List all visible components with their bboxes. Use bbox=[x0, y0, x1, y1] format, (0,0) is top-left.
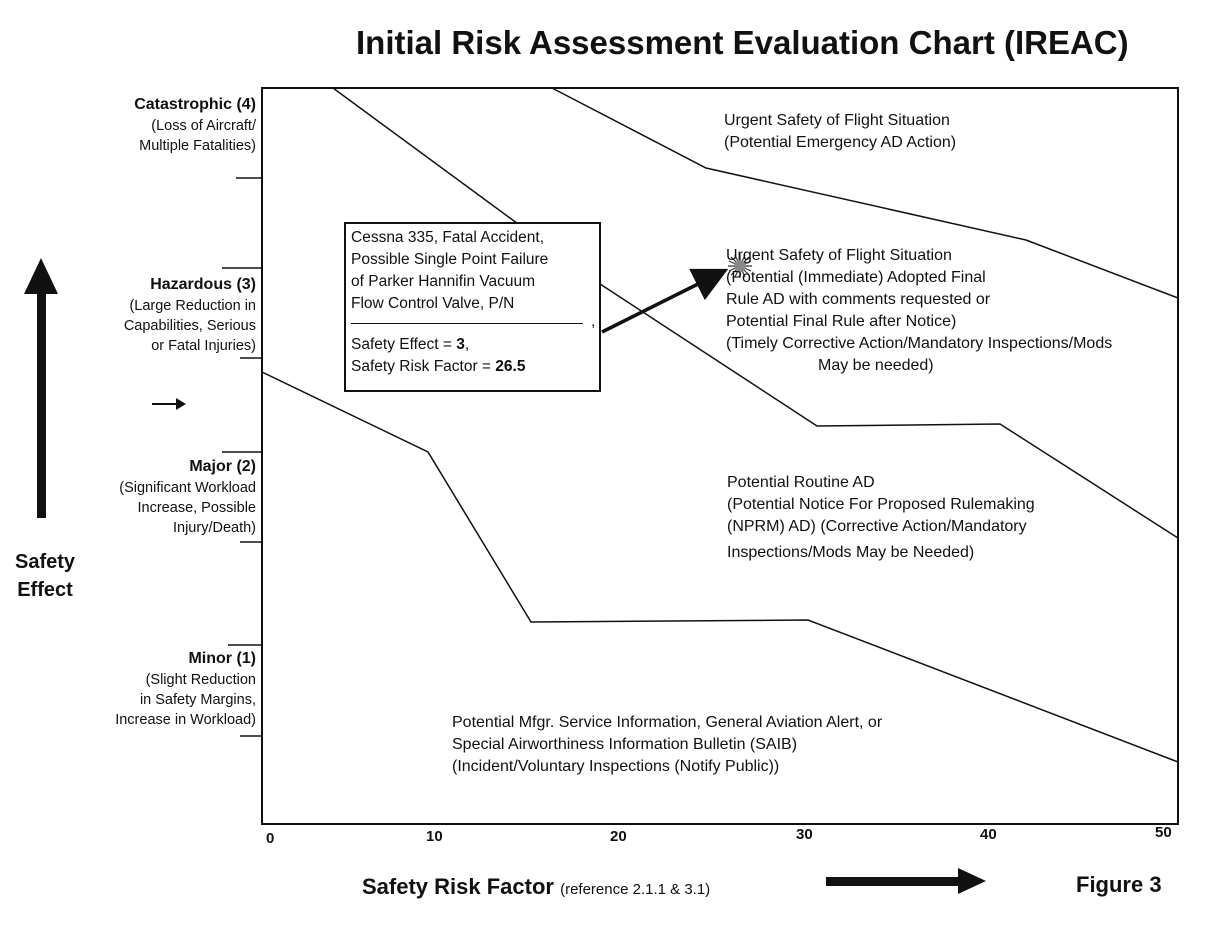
x-tick-0: 0 bbox=[266, 830, 275, 847]
chart-title: Initial Risk Assessment Evaluation Chart (IREAC) bbox=[356, 24, 1129, 61]
zone-routine-text: Potential Routine AD (Potential Notice For Proposed Rulemaking (NPRM) AD) (Corrective Action/Mandatory Inspections/Mods May be Needed) bbox=[727, 474, 1035, 561]
zone-immediate-text: Urgent Safety of Flight Situation (Potential (Immediate) Adopted Final Rule AD with comments requested or Potential Final Rule after Notice) (Timely Corrective Action/Mandatory Inspections/Mods May be needed) bbox=[726, 247, 1113, 374]
boundary-routine bbox=[262, 372, 1178, 762]
severity-major: Major (2) (Significant Workload Increase, Possible Injury/Death) bbox=[119, 458, 256, 536]
y-axis-up-arrow bbox=[24, 258, 58, 518]
x-tick-20: 20 bbox=[610, 828, 627, 845]
y-axis-title: Safety Effect bbox=[14, 551, 76, 601]
part-number-blank bbox=[351, 315, 583, 324]
x-tick-30: 30 bbox=[796, 826, 813, 843]
cessna-callout-box: Cessna 335, Fatal Accident, Possible Single Point Failure of Parker Hannifin Vacuum Flow Control Valve, P/N , Safety Effect = 3, Safety Risk Factor = 26.5 bbox=[344, 222, 601, 392]
x-axis-title: Safety Risk Factor (reference 2.1.1 & 3.1) bbox=[362, 874, 711, 899]
severity-minor: Minor (1) (Slight Reduction in Safety Margins, Increase in Workload) bbox=[115, 650, 256, 728]
zone-service-info-text: Potential Mfgr. Service Information, General Aviation Alert, or Special Airworthiness Information Bulletin (SAIB) (Incident/Voluntary Inspections (Notify Public)) bbox=[452, 714, 883, 775]
x-tick-50: 50 bbox=[1155, 824, 1172, 841]
figure-label: Figure 3 bbox=[1076, 872, 1162, 897]
x-axis-right-arrow bbox=[826, 868, 986, 894]
x-tick-10: 10 bbox=[426, 828, 443, 845]
x-tick-40: 40 bbox=[980, 826, 997, 843]
risk-factor-line: Safety Risk Factor = 26.5 bbox=[351, 358, 526, 375]
safety-effect-line: Safety Effect = 3, bbox=[351, 336, 470, 353]
severity-catastrophic: Catastrophic (4) (Loss of Aircraft/ Multiple Fatalities) bbox=[134, 96, 256, 154]
severity-hazardous: Hazardous (3) (Large Reduction in Capabilities, Serious or Fatal Injuries) bbox=[123, 276, 256, 354]
small-right-arrow bbox=[152, 398, 186, 410]
callout-arrow bbox=[602, 272, 722, 332]
zone-emergency-text: Urgent Safety of Flight Situation (Potential Emergency AD Action) bbox=[724, 112, 957, 151]
